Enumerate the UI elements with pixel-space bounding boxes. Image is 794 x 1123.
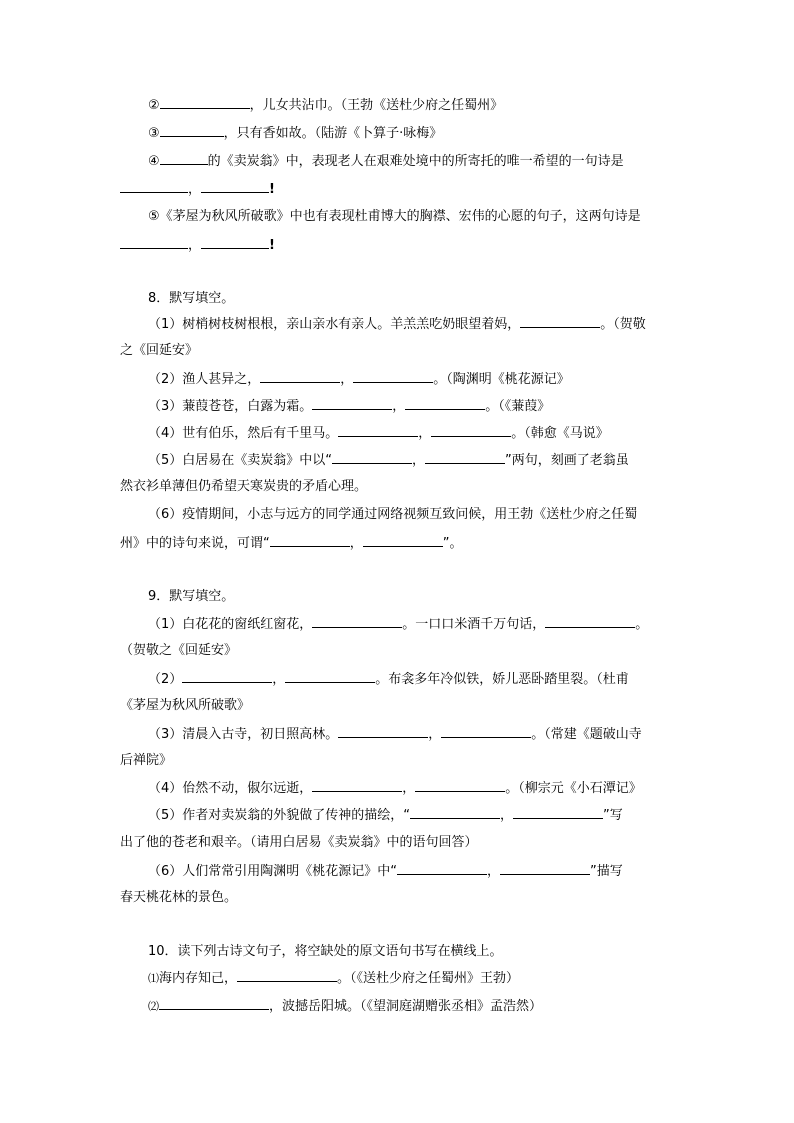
item-text: （5）白居易在《卖炭翁》中以“ bbox=[148, 453, 333, 468]
comma: ， bbox=[188, 182, 202, 197]
item-text: ”描写 bbox=[590, 864, 623, 879]
q7-item-3 bbox=[148, 124, 442, 143]
q8-item-3 bbox=[148, 397, 550, 416]
q10-item-1 bbox=[148, 969, 519, 988]
item-text: ，波撼岳阳城。（《望洞庭湖赠张丞相》孟浩然） bbox=[269, 999, 543, 1014]
item-text: （4）佁然不动，俶尔远逝， bbox=[148, 781, 313, 796]
answer-blank[interactable] bbox=[338, 725, 428, 738]
item-text: （4）世有伯乐，然后有千里马。 bbox=[148, 426, 339, 441]
item-text: ”两句，刻画了老翁虽 bbox=[505, 453, 629, 468]
q9-item-3 bbox=[148, 725, 642, 744]
answer-blank[interactable] bbox=[397, 862, 487, 875]
comma: ， bbox=[402, 781, 416, 796]
answer-blank[interactable] bbox=[441, 725, 531, 738]
comma: ， bbox=[349, 536, 363, 551]
item-number: ⑵ bbox=[148, 1000, 159, 1013]
answer-blank[interactable] bbox=[353, 370, 433, 383]
q7-item-2 bbox=[148, 96, 503, 115]
q8-item-6-cont bbox=[120, 534, 463, 553]
item-text: 的《卖炭翁》中，表现老人在艰难处境中的所寄托的唯一希望的一句诗是 bbox=[207, 154, 624, 169]
item-number: ④ bbox=[148, 154, 160, 169]
item-text: 。（贺敬 bbox=[600, 317, 646, 332]
q7-item-5-answers bbox=[120, 236, 275, 255]
answer-blank[interactable] bbox=[500, 862, 590, 875]
q8-item-1 bbox=[148, 315, 646, 334]
answer-blank[interactable] bbox=[160, 124, 224, 137]
answer-blank[interactable] bbox=[285, 670, 375, 683]
item-text: 。布衾多年冷似铁，娇儿恶卧踏里裂。（杜甫 bbox=[375, 672, 629, 687]
answer-blank[interactable] bbox=[415, 779, 505, 792]
item-number: ⑴ bbox=[148, 972, 159, 985]
answer-blank[interactable] bbox=[120, 180, 188, 193]
item-text: ”写 bbox=[603, 808, 623, 823]
q7-item-4-answers bbox=[120, 180, 275, 199]
q9-item-5-cont: 出了他的苍老和艰辛。（请用白居易《卖炭翁》中的语句回答） bbox=[120, 835, 478, 850]
q8-item-5-cont: 然衣衫单薄但仍希望天寒炭贵的矛盾心理。 bbox=[120, 479, 368, 494]
answer-blank[interactable] bbox=[120, 236, 188, 249]
item-text: 。（韩愈《马说》 bbox=[511, 426, 609, 441]
item-number: ③ bbox=[148, 126, 160, 141]
item-text: 。（陶渊明《桃花源记》 bbox=[433, 372, 570, 387]
item-text: ⑤《茅屋为秋风所破歌》中也有表现杜甫博大的胸襟、宏伟的心愿的句子，这两句诗是 bbox=[148, 209, 641, 224]
answer-blank[interactable] bbox=[312, 615, 402, 628]
q9-item-6 bbox=[148, 862, 623, 881]
comma: ， bbox=[272, 672, 286, 687]
section-title: 8．默写填空。 bbox=[148, 291, 235, 306]
item-text: 。 bbox=[635, 617, 649, 632]
q9-item-3-cont: 后禅院》 bbox=[120, 753, 173, 768]
q7-item-4 bbox=[148, 152, 624, 171]
q8-item-5 bbox=[148, 451, 629, 470]
item-text: ，只有香如故。（陆游《卜算子·咏梅》 bbox=[223, 126, 443, 141]
item-text: 。（常建《题破山寺 bbox=[531, 727, 642, 742]
item-text: （5）作者对卖炭翁的外貌做了传神的描绘，“ bbox=[148, 808, 411, 823]
item-text: 海内存知己， bbox=[159, 971, 238, 986]
answer-blank[interactable] bbox=[201, 180, 269, 193]
answer-blank[interactable] bbox=[545, 615, 635, 628]
item-text: （2） bbox=[148, 672, 183, 687]
section-title: 9．默写填空。 bbox=[148, 589, 235, 604]
item-text: ”。 bbox=[442, 536, 463, 551]
item-text: （1）白花花的窗纸红窗花， bbox=[148, 617, 313, 632]
answer-blank[interactable] bbox=[405, 397, 485, 410]
q8-item-6: （6）疫情期间，小志与远方的同学通过网络视频互致问候，用王勃《送杜少府之任蜀 bbox=[148, 507, 638, 522]
item-text: （1）树梢树枝树根根，亲山亲水有亲人。羊羔羔吃奶眼望着妈， bbox=[148, 317, 521, 332]
answer-blank[interactable] bbox=[182, 670, 272, 683]
q7-item-5 bbox=[148, 208, 641, 226]
answer-blank[interactable] bbox=[363, 534, 443, 547]
answer-blank[interactable] bbox=[431, 424, 511, 437]
item-number: ② bbox=[148, 98, 160, 113]
q9-item-1 bbox=[148, 615, 648, 634]
item-text: ，儿女共沾巾。（王勃《送杜少府之任蜀州》 bbox=[249, 98, 504, 113]
comma: ， bbox=[188, 238, 202, 253]
answer-blank[interactable] bbox=[260, 370, 340, 383]
item-text: （2）渔人甚异之， bbox=[148, 372, 261, 387]
item-text: 。一口口米酒千万句话， bbox=[402, 617, 546, 632]
answer-blank[interactable] bbox=[270, 534, 350, 547]
q9-item-1-cont: （贺敬之《回延安》 bbox=[120, 643, 238, 658]
item-text: （3）清晨入古寺，初日照高林。 bbox=[148, 727, 339, 742]
q9-item-6-cont: 春天桃花林的景色。 bbox=[120, 890, 238, 905]
q10-item-2 bbox=[148, 997, 542, 1016]
exclamation: ! bbox=[269, 182, 275, 197]
answer-blank[interactable] bbox=[312, 397, 392, 410]
item-text: 。（柳宗元《小石潭记》 bbox=[505, 781, 642, 796]
answer-blank[interactable] bbox=[312, 779, 402, 792]
item-text: 。（《送杜少府之任蜀州》王勃） bbox=[337, 971, 520, 986]
item-text: 州》中的诗句来说，可谓“ bbox=[120, 536, 270, 551]
item-text: （3）蒹葭苍苍，白露为霜。 bbox=[148, 399, 313, 414]
answer-blank[interactable] bbox=[160, 152, 208, 165]
answer-blank[interactable] bbox=[159, 997, 269, 1010]
comma: ， bbox=[428, 727, 442, 742]
exclamation: ! bbox=[269, 238, 275, 253]
q9-item-2-cont: 《茅屋为秋风所破歌》 bbox=[120, 698, 251, 713]
answer-blank[interactable] bbox=[513, 806, 603, 819]
q9-item-4 bbox=[148, 779, 642, 798]
answer-blank[interactable] bbox=[425, 451, 505, 464]
answer-blank[interactable] bbox=[410, 806, 500, 819]
answer-blank[interactable] bbox=[338, 424, 418, 437]
item-text: 。（《蒹葭》 bbox=[485, 399, 551, 414]
q9-item-5 bbox=[148, 806, 623, 825]
comma: ， bbox=[392, 399, 406, 414]
answer-blank[interactable] bbox=[332, 451, 412, 464]
comma: ， bbox=[418, 426, 432, 441]
q8-item-2 bbox=[148, 370, 570, 389]
comma: ， bbox=[340, 372, 354, 387]
item-text: （6）人们常常引用陶渊明《桃花源记》中“ bbox=[148, 864, 398, 879]
q9-item-2 bbox=[148, 670, 629, 689]
answer-blank[interactable] bbox=[520, 315, 600, 328]
q8-item-4 bbox=[148, 424, 609, 443]
answer-blank[interactable] bbox=[160, 96, 250, 109]
comma: ， bbox=[487, 864, 501, 879]
comma: ， bbox=[500, 808, 514, 823]
q8-item-1-cont: 之《回延安》 bbox=[120, 343, 199, 358]
comma: ， bbox=[412, 453, 426, 468]
answer-blank[interactable] bbox=[201, 236, 269, 249]
answer-blank[interactable] bbox=[237, 969, 337, 982]
section-title: 10．读下列古诗文句子，将空缺处的原文语句书写在横线上。 bbox=[148, 944, 503, 959]
